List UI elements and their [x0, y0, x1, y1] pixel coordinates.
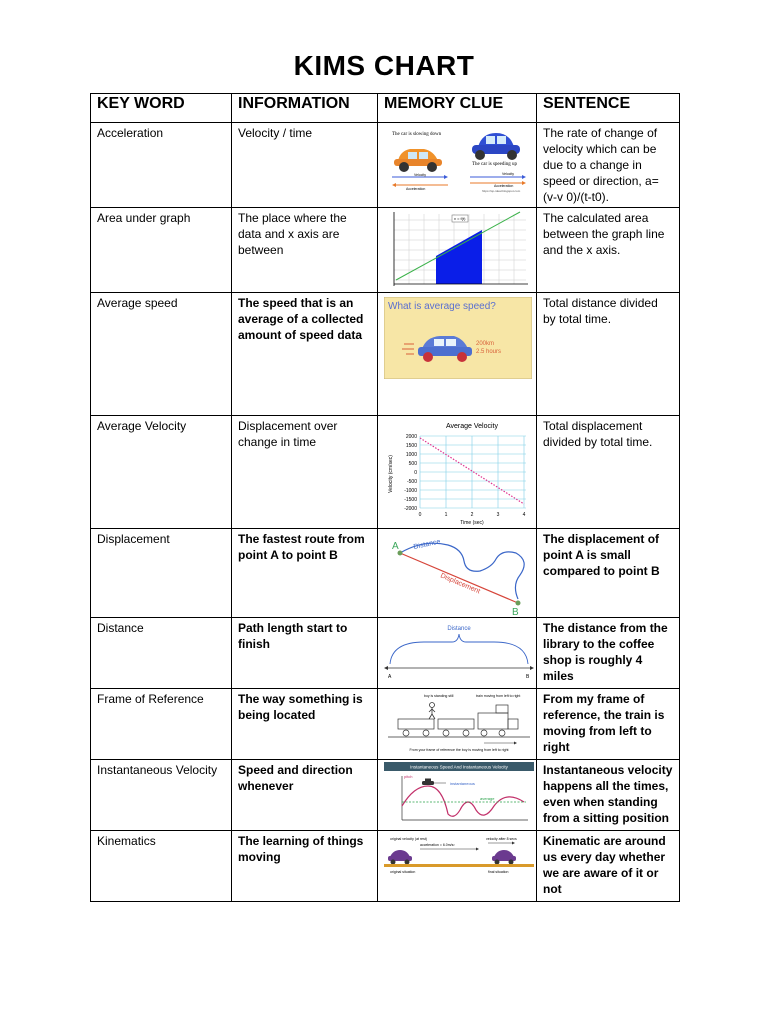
acceleration-label: acceleration = 6.0m/s² [420, 843, 455, 847]
information-cell: The fastest route from point A to point B [232, 529, 378, 618]
information-cell: Speed and direction whenever [232, 760, 378, 831]
table-row [91, 760, 680, 831]
sentence-cell: Total distance divided by total time. [537, 293, 680, 416]
sentence-cell: From my frame of reference, the train is moving from left to right [537, 689, 680, 760]
final-situation-label: final situation [488, 870, 509, 874]
header-information: INFORMATION [232, 94, 378, 123]
header-key-word: KEY WORD [91, 94, 232, 123]
displacement-label: Displacement [439, 572, 482, 596]
sentence-cell: Total displacement divided by total time. [537, 416, 680, 529]
svg-text:2: 2 [470, 512, 474, 518]
cars-acceleration-image [384, 125, 534, 195]
average-velocity-image [384, 418, 534, 526]
distance-image [384, 620, 534, 684]
memory-clue-cell [378, 123, 537, 208]
image-credit: https://sp-ideal.blogspot.com [482, 189, 521, 193]
header-memory-clue: MEMORY CLUE [378, 94, 537, 123]
function-label: v = f(t) [454, 216, 466, 221]
kims-chart-table [90, 93, 680, 902]
average-speed-heading: What is average speed? [388, 301, 496, 312]
point-b-label: B [512, 607, 519, 615]
distance-path [400, 543, 524, 599]
left-acceleration-label: Acceleration [406, 187, 426, 191]
information-cell: Velocity / time [232, 123, 378, 208]
frame-of-reference-image [384, 691, 534, 755]
information-cell: The learning of things moving [232, 831, 378, 902]
x-tick-labels [419, 512, 526, 518]
sentence-cell: The distance from the library to the coffee shop is roughly 4 miles [537, 618, 680, 689]
key-word-cell: Acceleration [91, 123, 232, 208]
point-a-label: A [388, 674, 392, 680]
sentence-cell: The displacement of point A is small compared to point B [537, 529, 680, 618]
sentence-cell: The calculated area between the graph line and the x axis. [537, 208, 680, 293]
table-row [91, 416, 680, 529]
distance-brace [390, 634, 528, 664]
distance-label: Distance [447, 626, 471, 632]
y-axis-label: Velocity (cm/sec) [388, 455, 394, 493]
pitch-label: pitch [404, 774, 413, 779]
displacement-line [400, 553, 518, 603]
svg-text:1: 1 [444, 512, 448, 518]
orange-car-icon [394, 149, 442, 172]
boy-note: boy is standing still [424, 694, 454, 698]
table-row [91, 208, 680, 293]
svg-text:4: 4 [522, 512, 526, 518]
information-cell: The way something is being located [232, 689, 378, 760]
average-label: average [480, 796, 495, 801]
key-word-cell: Instantaneous Velocity [91, 760, 232, 831]
svg-text:-500: -500 [406, 479, 417, 485]
svg-text:0: 0 [414, 470, 417, 476]
memory-clue-cell [378, 760, 537, 831]
instantaneous-label: instantaneous [450, 781, 475, 786]
instantaneous-velocity-image [384, 762, 534, 826]
svg-text:2000: 2000 [405, 434, 417, 440]
boy-icon [429, 703, 435, 720]
key-word-cell: Displacement [91, 529, 232, 618]
original-velocity-label: original velocity (at rest) [390, 837, 427, 841]
memory-clue-cell [378, 689, 537, 760]
table-row [91, 123, 680, 208]
svg-text:1500: 1500 [405, 443, 417, 449]
table-row [91, 689, 680, 760]
kinematics-image [384, 833, 534, 879]
time-value: 2.5 hours [476, 349, 502, 355]
memory-clue-cell [378, 208, 537, 293]
distance-value: 200km [476, 341, 495, 347]
displacement-image [384, 531, 534, 615]
table-row [91, 618, 680, 689]
sentence-cell: Kinematic are around us every day whether we are aware of it or not [537, 831, 680, 902]
car-left-icon [388, 850, 412, 865]
car-right-icon [492, 850, 516, 865]
svg-text:-2000: -2000 [404, 506, 417, 512]
key-word-cell: Frame of Reference [91, 689, 232, 760]
memory-clue-cell [378, 293, 537, 416]
train-note: train moving from left to right [476, 694, 521, 698]
memory-clue-cell [378, 831, 537, 902]
banner-title: Instantaneous Speed And Instantaneous Velocity [410, 764, 508, 770]
memory-clue-cell [378, 416, 537, 529]
information-cell: The place where the data and x axis are between [232, 208, 378, 293]
table-row [91, 529, 680, 618]
speeding-caption: The car is speeding up [472, 162, 517, 167]
slowing-caption: The car is slowing down [392, 132, 442, 137]
svg-text:-1500: -1500 [404, 497, 417, 503]
road [384, 864, 534, 867]
svg-text:3: 3 [496, 512, 500, 518]
information-cell: Displacement over change in time [232, 416, 378, 529]
header-row [91, 94, 680, 123]
after-velocity-label: velocity after 8 secs [486, 837, 517, 841]
shaded-area [436, 230, 482, 284]
information-cell: The speed that is an average of a collected amount of speed data [232, 293, 378, 416]
svg-text:-1000: -1000 [404, 488, 417, 494]
average-speed-image [384, 297, 532, 379]
svg-text:1000: 1000 [405, 452, 417, 458]
blue-car-icon [472, 133, 520, 160]
table-row [91, 293, 680, 416]
page-title: KIMS CHART [293, 50, 475, 81]
key-word-cell: Average Velocity [91, 416, 232, 529]
sentence-cell: The rate of change of velocity which can be due to a change in speed or direction, a= (v-v 0)/(t-t0). [537, 123, 680, 208]
sentence-cell: Instantaneous velocity happens all the times, even when standing from a sitting position [537, 760, 680, 831]
key-word-cell: Average speed [91, 293, 232, 416]
original-situation-label: original situation [390, 870, 416, 874]
train-icon [388, 705, 530, 737]
right-velocity-label: Velocity [502, 172, 515, 176]
point-a-label: A [392, 541, 399, 552]
distance-label: Distance [412, 538, 442, 551]
header-sentence: SENTENCE [537, 94, 680, 123]
frame-caption: From your frame of reference the boy is moving from left to right [409, 748, 509, 752]
graph-title: Average Velocity [445, 423, 499, 430]
right-acceleration-label: Acceleration [494, 184, 514, 188]
table-row [91, 831, 680, 902]
information-cell: Path length start to finish [232, 618, 378, 689]
memory-clue-cell [378, 618, 537, 689]
left-velocity-label: Velocity [414, 173, 427, 177]
grid-lines [420, 436, 526, 508]
area-under-graph-image [384, 210, 534, 290]
memory-clue-cell [378, 529, 537, 618]
svg-text:500: 500 [408, 461, 417, 467]
point-b-label: B [526, 674, 530, 680]
key-word-cell: Area under graph [91, 208, 232, 293]
y-tick-labels [404, 434, 417, 512]
x-axis-label: Time (sec) [460, 520, 484, 526]
key-word-cell: Distance [91, 618, 232, 689]
svg-text:0: 0 [418, 512, 422, 518]
key-word-cell: Kinematics [91, 831, 232, 902]
